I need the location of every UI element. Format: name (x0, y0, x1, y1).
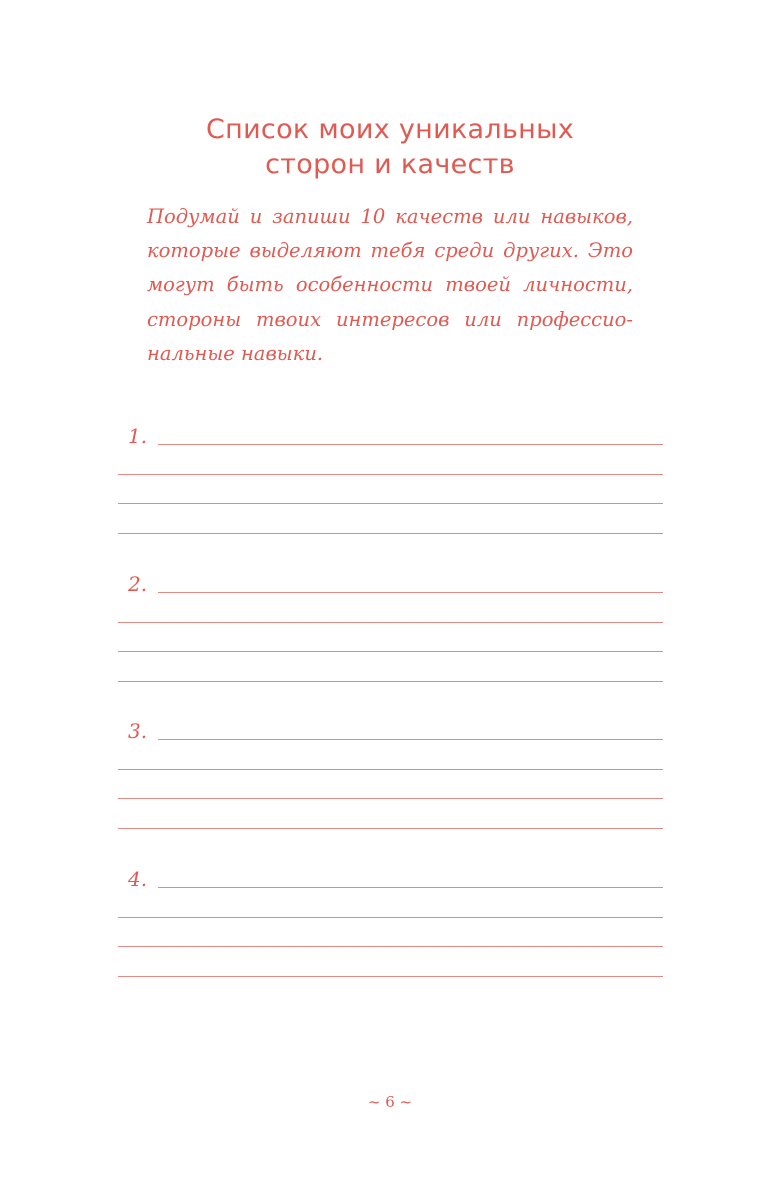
page-number: ~ 6 ~ (367, 1093, 413, 1111)
list-entry-number: 3. (128, 719, 148, 743)
writing-line[interactable] (118, 622, 663, 623)
writing-line[interactable] (118, 533, 663, 534)
writing-line[interactable] (118, 798, 663, 799)
writing-line[interactable] (158, 444, 663, 445)
writing-line[interactable] (118, 769, 663, 770)
writing-line[interactable] (118, 828, 663, 829)
page-title-line-2: сторон и качеств (265, 149, 515, 180)
list-entry-number: 2. (128, 572, 148, 596)
writing-line[interactable] (118, 681, 663, 682)
list-entry-number: 1. (128, 424, 148, 448)
list-entry-number: 4. (128, 867, 148, 891)
writing-line[interactable] (118, 651, 663, 652)
page-title-line-1: Список моих уникальных (205, 114, 575, 145)
instructions-text: Подумай и запиши 10 качеств или навыков, которые выделяют тебя среди других. Это могут быть особенности твоей личности, стороны твоих интересов или профессиональные навыки. (147, 205, 633, 365)
page-title (0, 112, 780, 182)
writing-line[interactable] (118, 917, 663, 918)
writing-line[interactable] (118, 474, 663, 475)
writing-line[interactable] (118, 946, 663, 947)
writing-line[interactable] (158, 887, 663, 888)
writing-line[interactable] (158, 739, 663, 740)
writing-line[interactable] (118, 976, 663, 977)
writing-line[interactable] (118, 503, 663, 504)
writing-line[interactable] (158, 592, 663, 593)
